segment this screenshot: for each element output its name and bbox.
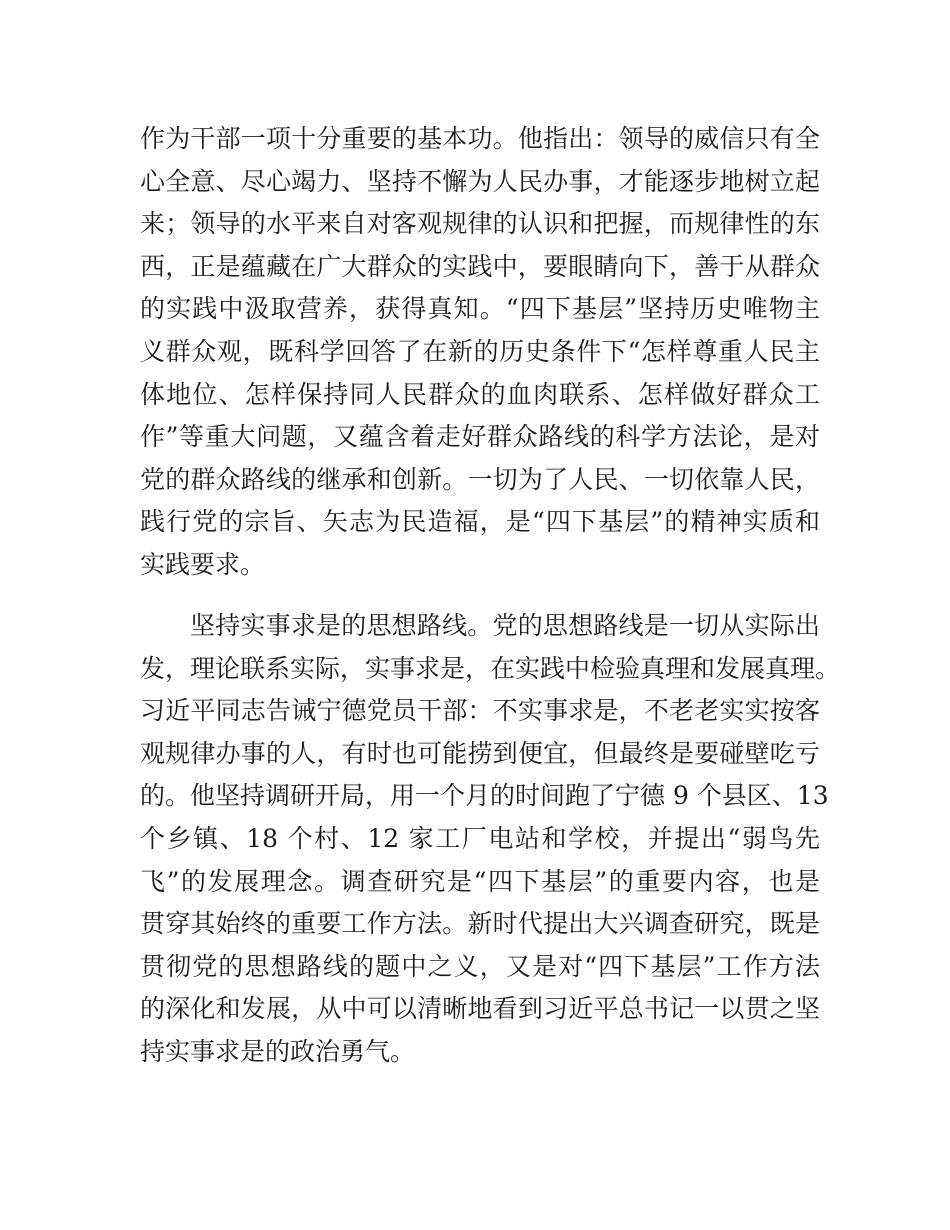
paragraph-line: 西，正是蕴藏在广大群众的实践中，要眼睛向下，善于从群众 (140, 251, 820, 281)
paragraph-line: 发，理论联系实际，实事求是，在实践中检验真理和发展真理。 (140, 653, 841, 683)
paragraph-line: 的实践中汲取营养，获得真知。“四下基层”坚持历史唯物主 (140, 294, 820, 324)
paragraph-2 (140, 605, 841, 1074)
paragraph-line: 持实事求是的政治勇气。 (140, 1036, 416, 1066)
paragraph-line: 作”等重大问题，又蕴含着走好群众路线的科学方法论，是对 (140, 422, 820, 452)
paragraph-line: 飞”的发展理念。调查研究是“四下基层”的重要内容，也是 (140, 866, 820, 896)
paragraph-line: 坚持实事求是的思想路线。党的思想路线是一切从实际出 (190, 611, 820, 640)
paragraph-line: 心全意、尽心竭力、坚持不懈为人民办事，才能逐步地树立起 (140, 166, 820, 196)
paragraph-line: 观规律办事的人，有时也可能捞到便宜，但最终是要碰壁吃亏 (140, 738, 820, 768)
paragraph-line: 的。他坚持调研开局，用一个月的时间跑了宁德 9 个县区、13 (140, 781, 829, 811)
paragraph-line: 体地位、怎样保持同人民群众的血肉联系、怎样做好群众工 (140, 379, 820, 409)
paragraph-line: 的深化和发展，从中可以清晰地看到习近平总书记一以贯之坚 (140, 994, 820, 1024)
paragraph-line: 来；领导的水平来自对客观规律的认识和把握，而规律性的东 (140, 209, 820, 239)
paragraph-line: 实践要求。 (140, 549, 266, 579)
paragraph-line: 党的群众路线的继承和创新。一切为了人民、一切依靠人民， (140, 464, 820, 494)
paragraph-line: 个乡镇、18 个村、12 家工厂电站和学校，并提出“弱鸟先 (140, 823, 820, 853)
paragraph-line: 义群众观，既科学回答了在新的历史条件下“怎样尊重人民主 (140, 336, 820, 366)
paragraph-line: 作为干部一项十分重要的基本功。他指出：领导的威信只有全 (140, 124, 820, 153)
paragraph-line: 贯穿其始终的重要工作方法。新时代提出大兴调查研究，既是 (140, 909, 820, 939)
paragraph-line: 践行党的宗旨、矢志为民造福，是“四下基层”的精神实质和 (140, 507, 820, 537)
paragraph-line: 习近平同志告诫宁德党员干部：不实事求是，不老老实实按客 (140, 696, 820, 726)
paragraph-line: 贯彻党的思想路线的题中之义，又是对“四下基层”工作方法 (140, 951, 820, 981)
paragraph-1 (140, 118, 820, 587)
